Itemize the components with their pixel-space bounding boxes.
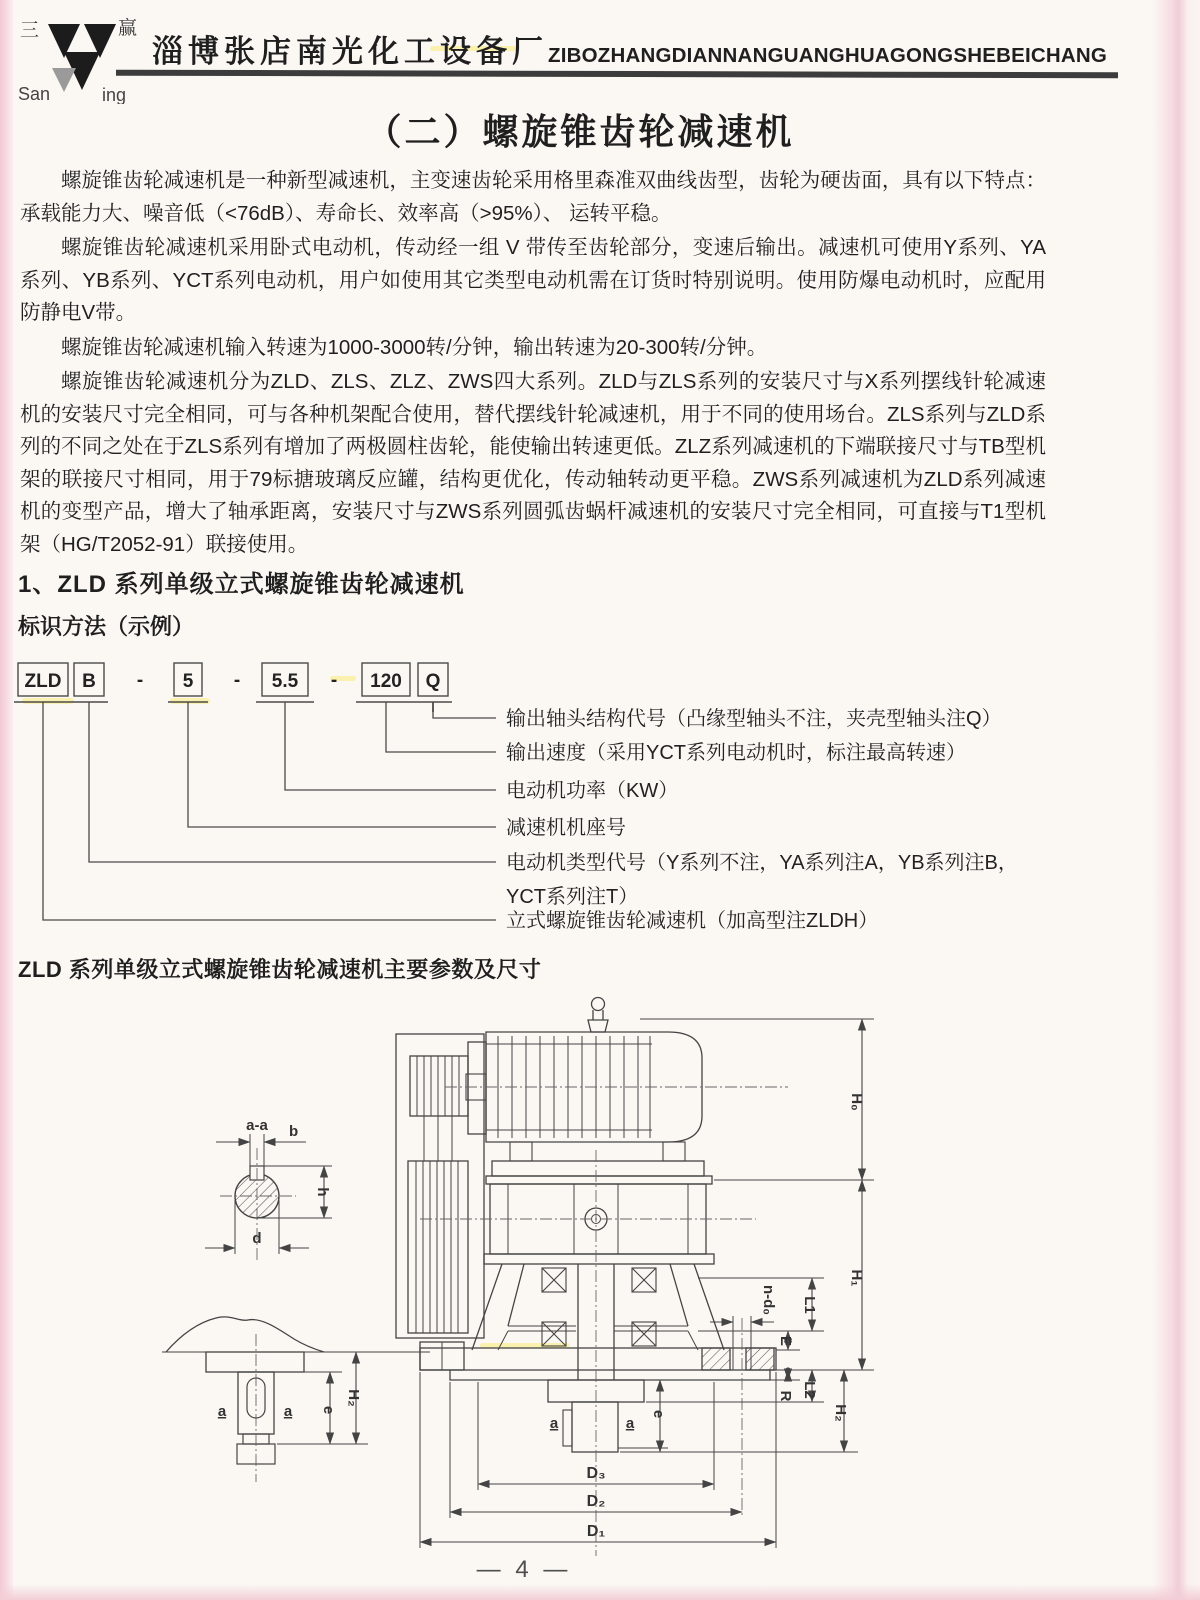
- designation-code: 120: [370, 671, 402, 692]
- scan-edge-bottom: [0, 1584, 1200, 1600]
- dim-d: d: [252, 1230, 262, 1247]
- callout-label: 输出轴头结构代号（凸缘型轴头不注，夹壳型轴头注Q）: [506, 708, 1002, 730]
- dim-D1: D₁: [586, 1523, 606, 1540]
- dim-E: E: [777, 1335, 794, 1347]
- main-view-dim-labels: [550, 1093, 865, 1540]
- paragraph: 螺旋锥齿轮减速机采用卧式电动机，传动经一组 V 带传至齿轮部分，变速后输出。减速机可使用Y系列、YA系列、YB系列、YCT系列电动机，用户如使用其它类型电动机需在订货时特别说明。使用防爆电动机时，应配用防静电V带。: [20, 236, 1046, 324]
- eye-bolt: [592, 998, 605, 1011]
- callout-labels: [506, 707, 1018, 932]
- dim-H2: H₂: [832, 1404, 849, 1422]
- gearbox: [484, 1161, 714, 1264]
- callout-label: 输出速度（采用YCT系列电动机时，标注最高转速）: [506, 742, 966, 764]
- section-mark-a: a: [625, 1415, 635, 1432]
- designation-code: B: [82, 671, 96, 692]
- paragraph: 螺旋锥齿轮减速机是一种新型减速机，主变速齿轮采用格里森准双曲线齿型，齿轮为硬齿面，具有以下特点：承载能力大、噪音低（<76dB）、寿命长、效率高（>95%）、 运转平稳。: [20, 169, 1046, 225]
- page-number: — 4 —: [476, 1556, 572, 1583]
- motor: [466, 1032, 702, 1161]
- designation-box-labels: [25, 670, 441, 692]
- section-mark-a: a: [549, 1415, 559, 1432]
- clamp-shell-detail: [162, 1317, 430, 1482]
- section-mark-a: a: [217, 1403, 227, 1420]
- reference-dot: [785, 1367, 790, 1372]
- logo-char-left: 三: [20, 20, 40, 41]
- dim-H1: H₁: [848, 1269, 865, 1287]
- dim-b: b: [289, 1123, 299, 1140]
- main-assembly-view: [396, 998, 874, 1557]
- base-flange: [420, 1316, 776, 1380]
- designation-code: 5.5: [271, 671, 299, 692]
- dim-Ho: H₀: [848, 1093, 865, 1111]
- dim-e: e: [320, 1405, 337, 1415]
- company-name-row: [152, 26, 1108, 71]
- designation-code: ZLD: [24, 671, 62, 692]
- body-text: [20, 165, 1046, 563]
- callout-label: 电动机类型代号（Y系列不注，YA系列注A，YB系列注B，: [506, 852, 1018, 874]
- company-name-cn: 淄博张店南光化工设备厂: [152, 34, 548, 69]
- method-title: 标识方法（示例）: [18, 614, 195, 639]
- designation-code: Q: [425, 671, 441, 692]
- lower-pulley: [408, 1161, 468, 1333]
- dim-R: R: [777, 1390, 794, 1402]
- paragraph: 螺旋锥齿轮减速机输入转速为1000-3000转/分钟，输出转速为20-300转/分钟。: [61, 335, 768, 359]
- callout-label: YCT系列注T）: [506, 886, 639, 908]
- drawing-heading: ZLD 系列单级立式螺旋锥齿轮减速机主要参数及尺寸: [18, 957, 542, 982]
- header-rule: [116, 70, 1118, 79]
- designation-dash: -: [330, 670, 338, 691]
- casing-outline: [166, 1317, 324, 1352]
- designation-diagram: [0, 650, 1200, 950]
- callout-label: 立式螺旋锥齿轮减速机（加高型注ZLDH）: [506, 910, 879, 932]
- callout-label: 电动机功率（KW）: [506, 780, 679, 802]
- logo-char-right: 赢: [118, 18, 138, 39]
- dim-L2: L2: [801, 1381, 818, 1399]
- dim-e: e: [650, 1409, 667, 1419]
- designation-dash: -: [233, 670, 241, 691]
- dim-D3: D₃: [586, 1465, 606, 1482]
- logo-latin-left: San: [18, 84, 51, 104]
- section-mark-a: a: [283, 1403, 293, 1420]
- logo-latin-right: ing: [102, 85, 127, 104]
- shaft-section-detail: [205, 1117, 332, 1262]
- callout-label: 减速机机座号: [506, 817, 626, 839]
- dim-D2: D₂: [586, 1493, 606, 1510]
- logo-triangle-icon: [52, 68, 76, 92]
- bearing-icon: [542, 1268, 656, 1346]
- page-title: （二）螺旋锥齿轮减速机: [365, 112, 795, 152]
- dim-H2: H₂: [345, 1389, 362, 1407]
- technical-drawing: [0, 985, 1200, 1560]
- belt-guard: [396, 1034, 484, 1338]
- designation-dash: -: [136, 670, 144, 691]
- company-name-pinyin: ZIBOZHANGDIANNANGUANGHUAGONGSHEBEICHANG: [548, 44, 1108, 67]
- section-heading: 1、ZLD 系列单级立式螺旋锥齿轮减速机: [18, 571, 465, 598]
- paragraph: 螺旋锥齿轮减速机分为ZLD、ZLS、ZLZ、ZWS四大系列。ZLD与ZLS系列的安装尺寸与X系列摆线针轮减速机的安装尺寸完全相同，可与各种机架配合使用，替代摆线针轮减速机，用于不同的使用场台。ZLS系列与ZLD系列的不同之处在于ZLS系列有增加了两极圆柱齿轮，能使输出转速更低。ZLZ系列减速机的下端联接尺寸与TB型机架的联接尺寸相同，用于79标搪玻璃反应罐，结构更优化，传动轴转动更平稳。ZWS系列减速机为ZLD系列减速机的变型产品，增大了轴承距离，安装尺寸与ZWS系列圆弧齿蜗杆减速机的安装尺寸完全相同，可直接与T1型机架（HG/T2052-91）联接使用。: [20, 370, 1046, 556]
- company-logo: [14, 8, 154, 104]
- section-mark-label: a-a: [246, 1117, 268, 1134]
- cone-support: [472, 1264, 724, 1380]
- dim-L1: L1: [801, 1296, 818, 1314]
- dim-nd0: n-d₀: [760, 1284, 777, 1316]
- dim-h: h: [314, 1187, 331, 1197]
- v-belts: [424, 1116, 452, 1161]
- designation-code: 5: [182, 671, 194, 692]
- callout-connectors: [43, 702, 496, 920]
